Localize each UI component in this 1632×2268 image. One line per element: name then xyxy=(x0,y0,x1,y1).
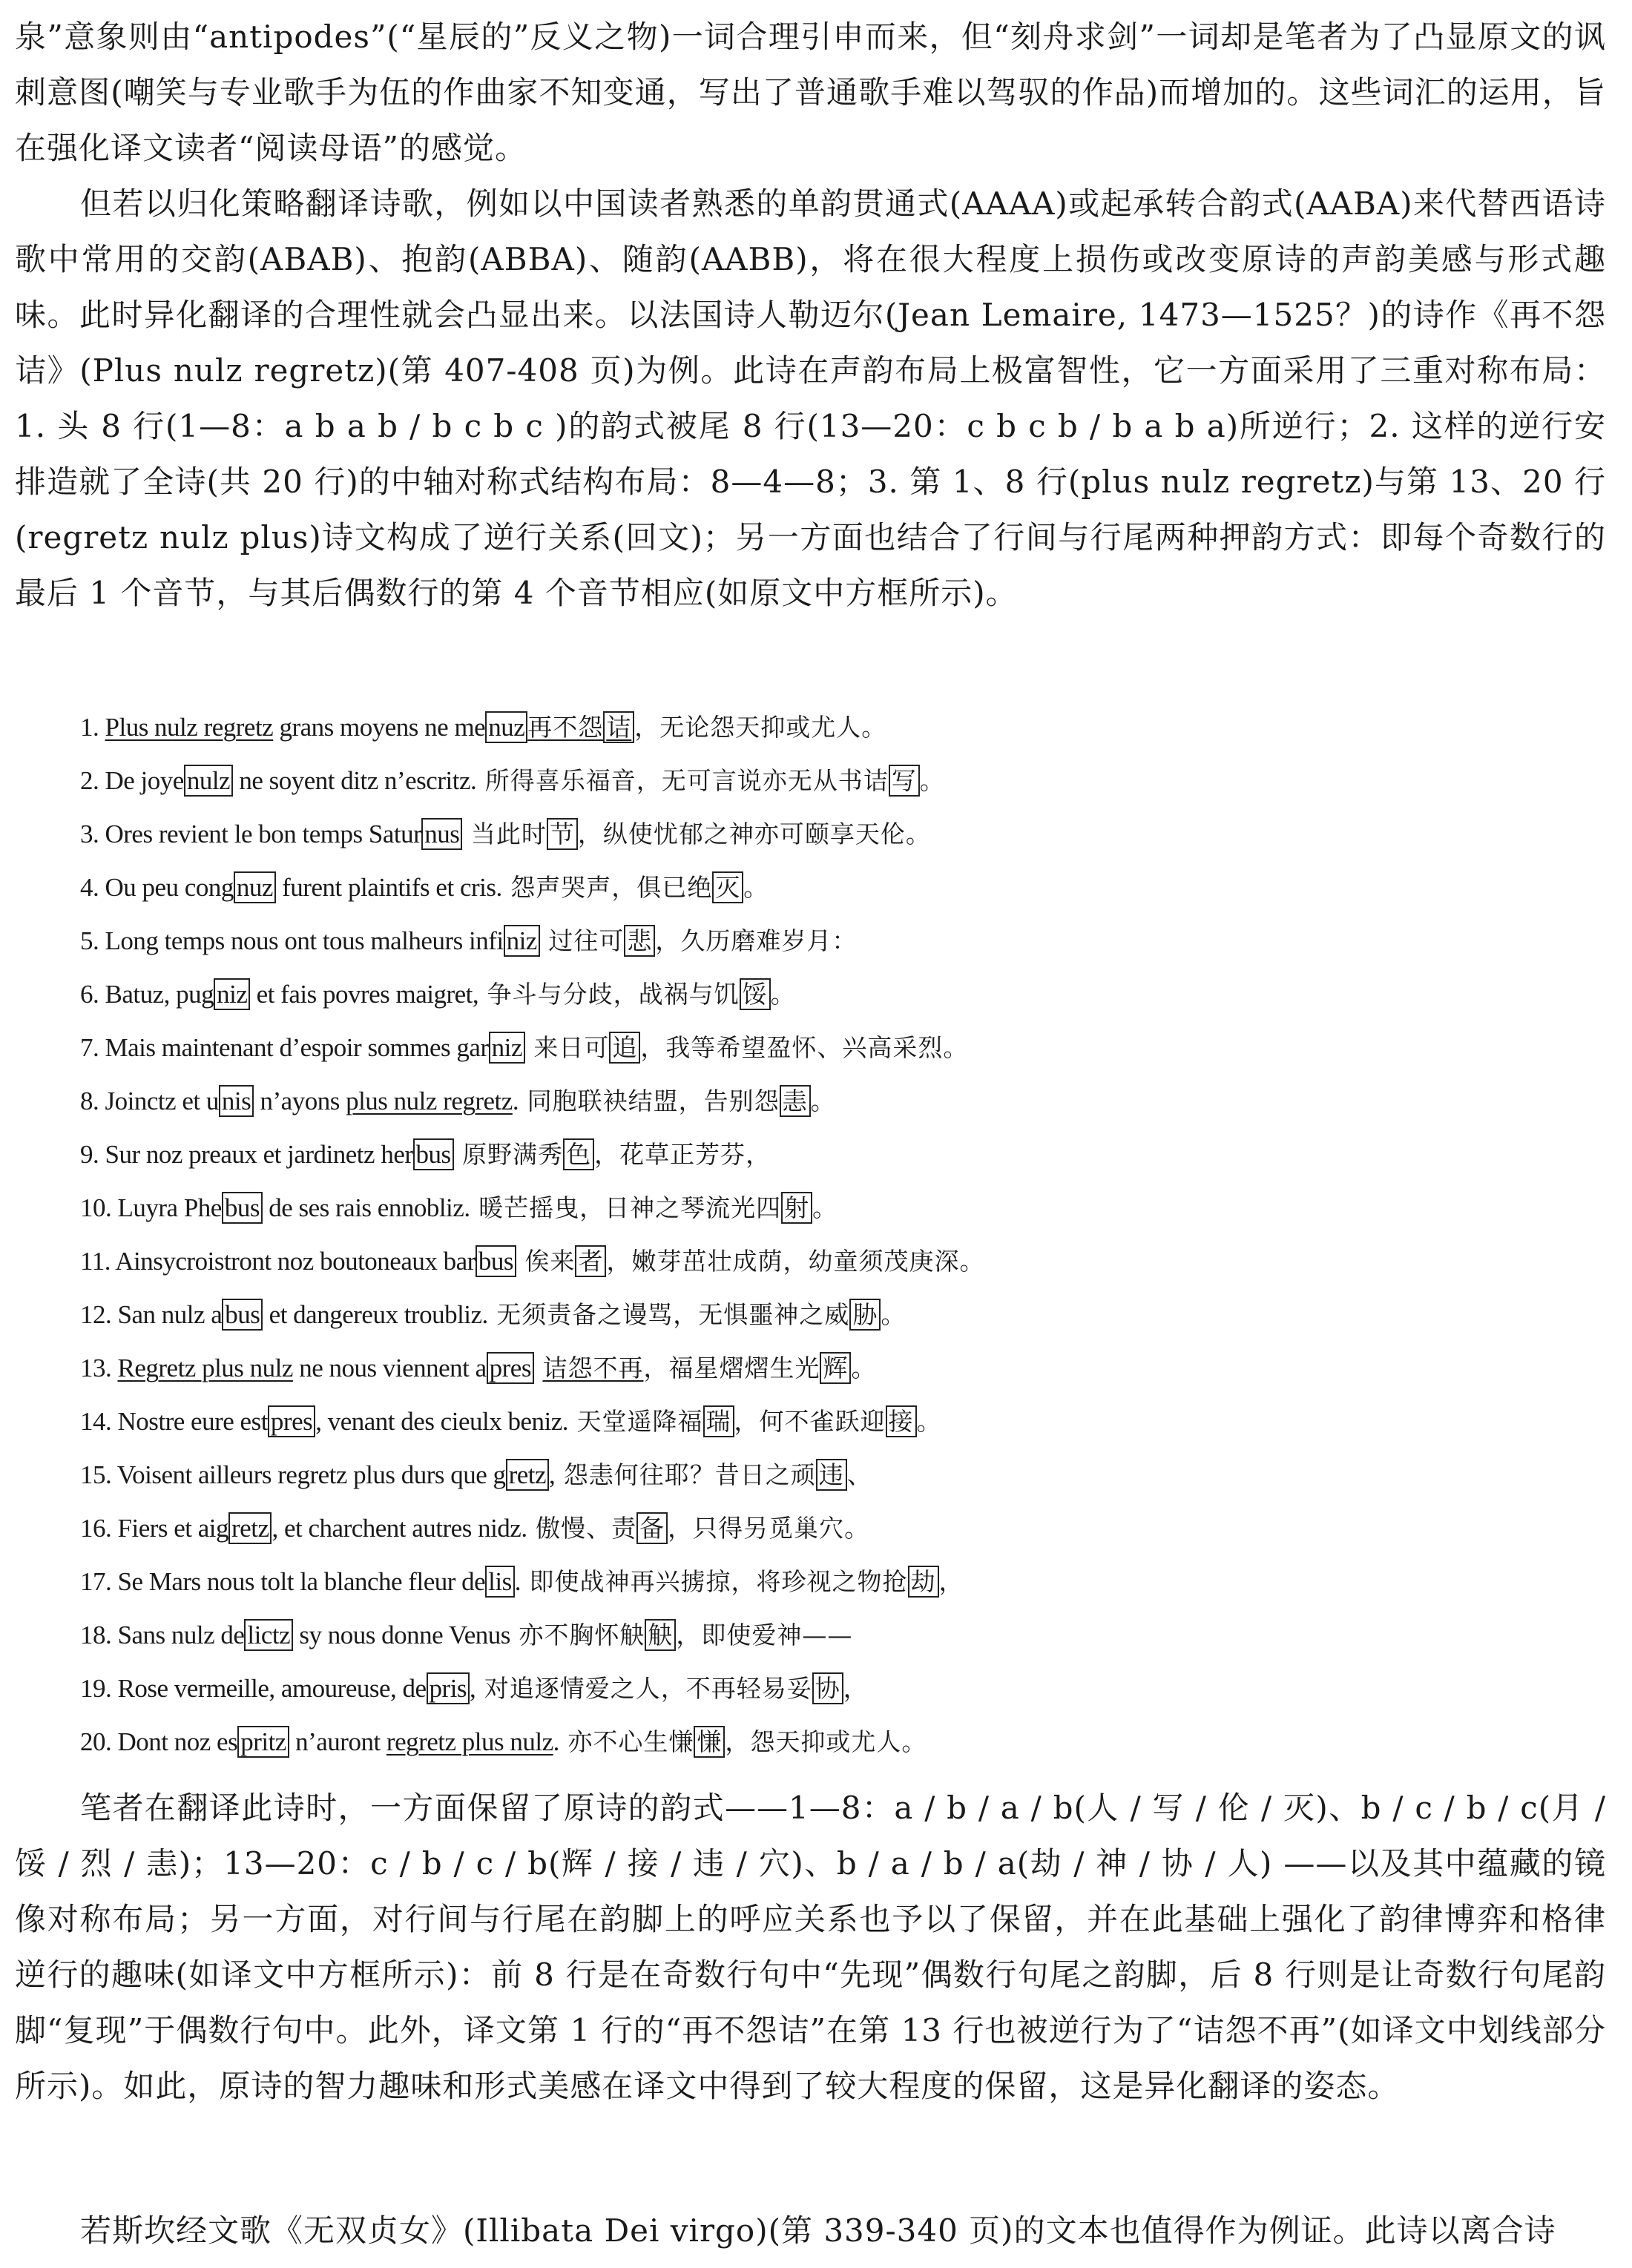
text-segment: 。 xyxy=(916,1407,942,1436)
poem-line-number: 19. xyxy=(80,1674,118,1703)
poem-line-chinese xyxy=(534,1352,877,1384)
text-segment: ，何不雀跃迎 xyxy=(734,1407,886,1436)
text-segment: . xyxy=(512,1087,519,1115)
poem-line xyxy=(80,1715,1608,1769)
text-segment: 原野满秀 xyxy=(453,1140,564,1169)
text-segment: 怨恚何往耶？昔日之顽 xyxy=(555,1460,816,1489)
boxed-rhyme-syllable: nis xyxy=(219,1085,254,1117)
text-segment: ，嫩芽茁壮成荫，幼童须茂庚深。 xyxy=(606,1247,985,1276)
poem-line-number: 15. xyxy=(80,1460,117,1489)
text-segment: ， xyxy=(938,1567,964,1596)
text-segment: furent plaintifs et cris. xyxy=(275,873,502,902)
poem-line-number: 3. xyxy=(80,820,105,848)
text-segment: . xyxy=(514,1567,521,1596)
poem-line xyxy=(80,1502,1608,1555)
text-segment: et fais povres maigret, xyxy=(250,980,479,1009)
boxed-rhyme-syllable: 追 xyxy=(609,1032,640,1064)
poem-line-french xyxy=(118,1512,527,1544)
poem-line-number: 6. xyxy=(80,980,105,1009)
boxed-rhyme-syllable: lictz xyxy=(244,1619,293,1651)
poem-line-number: 18. xyxy=(80,1621,118,1649)
underlined-phrase: plus nulz regretz xyxy=(346,1087,513,1115)
paragraph-intro: 泉”意象则由“antipodes”(“星辰的”反义之物)一词合理引申而来，但“刻舟求剑”一词却是笔者为了凸显原文的讽刺意图(嘲笑与专业歌手为伍的作曲家不知变通，写出了普通歌手难以驾驭的作品)而增加的。这些词汇的运用，旨在强化译文读者“阅读母语”的感觉。 xyxy=(15,19,1606,166)
boxed-rhyme-syllable: 慊 xyxy=(694,1726,725,1758)
poem-line-chinese xyxy=(559,1726,927,1758)
text-segment: Luyra Phe xyxy=(117,1193,222,1222)
poem-line xyxy=(80,701,1608,754)
boxed-rhyme-syllable: 恚 xyxy=(780,1085,811,1117)
boxed-rhyme-syllable: pres xyxy=(268,1405,315,1437)
boxed-rhyme-syllable: bus xyxy=(222,1299,263,1331)
text-segment: Batuz, pug xyxy=(105,980,214,1009)
poem-line-french xyxy=(105,818,463,850)
poem-line-french xyxy=(118,1352,534,1384)
poem-line-french xyxy=(118,1299,488,1331)
poem-line xyxy=(80,1342,1608,1395)
boxed-rhyme-syllable: 接 xyxy=(886,1405,917,1437)
boxed-rhyme-syllable: 馁 xyxy=(740,978,771,1010)
poem-line-french xyxy=(115,1245,516,1277)
boxed-rhyme-syllable: 色 xyxy=(563,1138,594,1170)
text-segment: 即使战神再兴掳掠，将珍视之物抢 xyxy=(521,1567,908,1596)
text-segment: 无须责备之谩骂，无惧噩神之威 xyxy=(487,1300,850,1329)
text-segment: de ses rais ennobliz. xyxy=(262,1193,470,1222)
poem-line-number: 10. xyxy=(80,1193,118,1222)
poem-line xyxy=(80,1021,1608,1075)
text-segment: Se Mars nous tolt la blanche fleur de xyxy=(117,1567,486,1596)
poem-line-chinese xyxy=(568,1405,942,1437)
text-segment: 天堂遥降福 xyxy=(568,1407,703,1436)
poem-line-number: 12. xyxy=(80,1300,118,1329)
text-segment: ，即使爱神—— xyxy=(676,1621,853,1649)
boxed-rhyme-syllable: 诘 xyxy=(603,711,634,743)
text-segment: 。 xyxy=(770,980,796,1009)
boxed-rhyme-syllable: pris xyxy=(427,1672,470,1704)
boxed-rhyme-syllable: 劫 xyxy=(908,1566,939,1598)
text-segment: n’auront xyxy=(289,1727,386,1756)
boxed-rhyme-syllable: 射 xyxy=(781,1192,812,1224)
text-segment: 俟来 xyxy=(516,1247,576,1276)
text-segment: 傲慢、责 xyxy=(527,1514,637,1543)
poem-line-number: 11. xyxy=(80,1247,116,1276)
text-segment: Voisent ailleurs regretz plus durs que g xyxy=(116,1460,506,1489)
poem-line xyxy=(80,1662,1608,1715)
poem-line-number: 16. xyxy=(80,1514,118,1543)
poem-line-french xyxy=(118,1405,569,1437)
text-segment: ，无论怨天抑或尤人。 xyxy=(634,713,887,742)
text-segment: ，久历磨难岁月： xyxy=(655,926,858,955)
boxed-rhyme-syllable: bus xyxy=(222,1192,263,1224)
boxed-rhyme-syllable: 辉 xyxy=(820,1352,851,1384)
poem-line-number: 9. xyxy=(80,1140,105,1169)
poem-line xyxy=(80,1075,1608,1128)
text-segment: San nulz a xyxy=(117,1300,223,1329)
poem-line-chinese xyxy=(516,1245,985,1277)
text-segment: De joye xyxy=(105,766,184,795)
poem-line-number: 14. xyxy=(80,1407,118,1436)
text-segment: Dont noz es xyxy=(117,1727,238,1756)
text-segment: grans moyens ne me xyxy=(273,713,486,742)
poem-line-number: 13. xyxy=(80,1354,118,1382)
text-segment: 同胞联袂结盟，告别怨 xyxy=(519,1087,780,1115)
poem-line xyxy=(80,968,1608,1021)
poem-line-french xyxy=(105,1138,454,1170)
underlined-phrase: regretz plus nulz xyxy=(386,1727,553,1756)
text-segment: 暖芒摇曳，日神之琴流光四 xyxy=(470,1193,782,1222)
poem-line xyxy=(80,914,1608,968)
text-segment: ，纵使忧郁之神亦可颐享天伦。 xyxy=(577,820,931,848)
text-segment: Fiers et aig xyxy=(117,1514,229,1543)
boxed-rhyme-syllable: 瑞 xyxy=(703,1405,734,1437)
text-segment: et dangereux troubliz. xyxy=(263,1300,488,1329)
text-segment: Joinctz et u xyxy=(105,1087,219,1115)
boxed-rhyme-syllable: 节 xyxy=(547,818,578,850)
boxed-rhyme-syllable: 者 xyxy=(575,1245,606,1277)
poem-line-chinese xyxy=(519,1085,836,1117)
text-segment: ，怨天抑或尤人。 xyxy=(725,1727,927,1756)
poem-line-french xyxy=(105,978,479,1010)
poem-line-french xyxy=(105,1085,519,1117)
boxed-rhyme-syllable: 悲 xyxy=(624,925,655,957)
boxed-rhyme-syllable: 灭 xyxy=(712,871,743,903)
poem-line-chinese xyxy=(521,1566,964,1598)
text-segment: ne nous viennent a xyxy=(292,1354,487,1382)
boxed-rhyme-syllable: 写 xyxy=(889,765,920,797)
text-segment: 亦不胸怀觖 xyxy=(510,1621,645,1649)
poem-line-number: 7. xyxy=(80,1033,105,1062)
text-segment: 。 xyxy=(743,873,769,902)
text-segment: Mais maintenant d’espoir sommes gar xyxy=(105,1033,489,1062)
poem-line xyxy=(80,808,1608,861)
text-segment: n’ayons xyxy=(254,1087,346,1115)
boxed-rhyme-syllable: nus xyxy=(421,818,462,850)
boxed-rhyme-syllable: niz xyxy=(504,925,540,957)
text-segment: ne soyent ditz n’escritz. xyxy=(233,766,477,795)
boxed-rhyme-syllable: 胁 xyxy=(849,1299,881,1331)
text-segment: 。 xyxy=(810,1087,836,1115)
poem-line-number: 17. xyxy=(80,1567,118,1596)
text-segment: Long temps nous ont tous malheurs infi xyxy=(105,926,504,955)
poem-line-chinese xyxy=(488,1299,907,1331)
text-segment: Rose vermeille, amoureuse, de xyxy=(117,1674,427,1703)
poem-line-number: 5. xyxy=(80,926,105,955)
text-segment: 。 xyxy=(919,766,945,795)
text-segment: , xyxy=(549,1460,556,1489)
text-segment: ，福星熠熠生光 xyxy=(643,1354,820,1382)
boxed-rhyme-syllable: 备 xyxy=(636,1512,668,1544)
underlined-phrase: Plus nulz regretz xyxy=(105,713,274,742)
text-segment: ，花草正芳芬， xyxy=(594,1140,771,1169)
poem-line xyxy=(80,754,1608,808)
underlined-phrase: 诘怨不再 xyxy=(542,1354,644,1382)
poem-line-french xyxy=(118,1619,510,1651)
poem-line-number: 2. xyxy=(80,766,105,795)
poem-line-french xyxy=(105,1032,525,1064)
poem-line xyxy=(80,1288,1608,1342)
poem-line xyxy=(80,1128,1608,1181)
text-segment: , xyxy=(470,1674,476,1703)
text-segment: 、 xyxy=(846,1460,872,1489)
poem-line-chinese xyxy=(527,1512,870,1544)
boxed-rhyme-syllable: pritz xyxy=(237,1726,289,1758)
poem-line-chinese xyxy=(540,925,858,957)
poem-line-number: 8. xyxy=(80,1087,105,1115)
poem-line-french xyxy=(118,1726,559,1758)
text-segment: ， xyxy=(843,1674,869,1703)
text-segment: 亦不心生慊 xyxy=(559,1727,694,1756)
text-segment: Sans nulz de xyxy=(117,1621,245,1649)
poem-line xyxy=(80,1181,1608,1235)
poem-line-chinese xyxy=(555,1459,872,1491)
poem-line-chinese xyxy=(470,1192,838,1224)
boxed-rhyme-syllable: niz xyxy=(214,978,250,1010)
poem-line-chinese xyxy=(478,978,796,1010)
text-segment: ，只得另觅巢穴。 xyxy=(668,1514,870,1543)
boxed-rhyme-syllable: niz xyxy=(489,1032,525,1064)
text-segment: 当此时 xyxy=(462,820,547,848)
poem-line-chinese xyxy=(510,1619,853,1651)
text-segment: 过往可 xyxy=(539,926,625,955)
paragraph-lemaire-analysis: 但若以归化策略翻译诗歌，例如以中国读者熟悉的单韵贯通式(AAAA)或起承转合韵式(AABA)来代替西语诗歌中常用的交韵(ABAB)、抱韵(ABBA)、随韵(AABB)，将在很大程度上损伤或改变原诗的声韵美感与形式趣味。此时异化翻译的合理性就会凸显出来。以法国诗人勒迈尔(Jean Lemaire, 1473—1525？)的诗作《再不怨诘》(Plus nulz regretz)(第 407-408 页)为例。此诗在声韵布局上极富智性，它一方面采用了三重对称布局：1. 头 8 行(1—8：a b a b / b c b c )的韵式被尾 8 行(13—20：c b c b / b a b a)所逆行；2. 这样的逆行安排造就了全诗(共 20 行)的中轴对称式结构布局：8—4—8；3. 第 1、8 行(plus nulz regretz)与第 13、20 行(regretz nulz plus)诗文构成了逆行关系(回文)；另一方面也结合了行间与行尾两种押韵方式：即每个奇数行的最后 1 个音节，与其后偶数行的第 4 个音节相应(如原文中方框所示)。 xyxy=(15,185,1606,611)
boxed-rhyme-syllable: nuz xyxy=(234,871,276,903)
poem-plus-nulz-regretz xyxy=(80,701,1608,1769)
text-segment: 。 xyxy=(812,1193,838,1222)
poem-line xyxy=(80,1235,1608,1288)
poem-line xyxy=(80,861,1608,914)
boxed-rhyme-syllable: pres xyxy=(487,1352,534,1384)
poem-line-chinese xyxy=(502,871,769,903)
boxed-rhyme-syllable: nuz xyxy=(485,711,527,743)
text-segment: Ou peu cong xyxy=(105,873,234,902)
poem-line-french xyxy=(105,871,502,903)
boxed-rhyme-syllable: retz xyxy=(228,1512,272,1544)
poem-line xyxy=(80,1395,1608,1448)
poem-line-french xyxy=(118,1192,470,1224)
boxed-rhyme-syllable: bus xyxy=(476,1245,516,1277)
poem-line xyxy=(80,1448,1608,1502)
boxed-rhyme-syllable: 违 xyxy=(816,1459,847,1491)
poem-line-french xyxy=(118,1566,521,1598)
text-segment: , venant des cieulx beniz. xyxy=(315,1407,568,1436)
text-segment xyxy=(534,1354,543,1382)
poem-line-french xyxy=(105,765,477,797)
poem-line-french xyxy=(117,1459,555,1491)
text-segment: Sur noz preaux et jardinetz her xyxy=(105,1140,413,1169)
poem-line-chinese xyxy=(527,711,886,743)
boxed-rhyme-syllable: lis xyxy=(485,1566,515,1598)
poem-line-french xyxy=(118,1672,476,1704)
text-segment: 争斗与分歧，战祸与饥 xyxy=(478,980,740,1009)
underlined-phrase: 再不怨 xyxy=(527,713,604,742)
paragraph-translation-notes: 笔者在翻译此诗时，一方面保留了原诗的韵式——1—8：a / b / a / b(人 / 写 / 伦 / 灭)、b / c / b / c(月 / 馁 / 烈 / 恚)；13—20：c / b / c / b(辉 / 接 / 违 / 穴)、b / a / b / a(劫 / 神 / 协 / 人) ——以及其中蕴藏的镜像对称布局；另一方面，对行间与行尾在韵脚上的呼应关系也予以了保留，并在此基础上强化了韵律博弈和格律逆行的趣味(如译文中方框所示)：前 8 行是在奇数行句中“先现”偶数行句尾之韵脚，后 8 行则是让奇数行句尾韵脚“复现”于偶数行句中。此外，译文第 1 行的“再不怨诘”在第 13 行也被逆行为了“诘怨不再”(如译文中划线部分所示)。如此，原诗的智力趣味和形式美感在译文中得到了较大程度的保留，这是异化翻译的姿态。 xyxy=(15,1790,1606,2104)
text-segment: 。 xyxy=(851,1354,877,1382)
poem-line xyxy=(80,1609,1608,1662)
boxed-rhyme-syllable: 觖 xyxy=(645,1619,676,1651)
boxed-rhyme-syllable: 协 xyxy=(812,1672,843,1704)
text-segment: 来日可 xyxy=(524,1033,610,1062)
poem-line xyxy=(80,1555,1608,1609)
poem-line-number: 20. xyxy=(80,1727,118,1756)
poem-line-number: 1. xyxy=(80,713,105,742)
boxed-rhyme-syllable: retz xyxy=(506,1459,549,1491)
poem-line-chinese xyxy=(462,818,931,850)
poem-line-french xyxy=(105,711,528,743)
paragraph-josquin: 若斯坎经文歌《无双贞女》(Illibata Dei virgo)(第 339-340 页)的文本也值得作为例证。此诗以离合诗 xyxy=(80,2212,1556,2249)
poem-line-chinese xyxy=(476,1672,869,1704)
underlined-phrase: Regretz plus nulz xyxy=(117,1354,293,1382)
boxed-rhyme-syllable: nulz xyxy=(184,765,233,797)
text-segment: 所得喜乐福音，无可言说亦无从书诘 xyxy=(476,766,889,795)
text-segment: Nostre eure est xyxy=(117,1407,268,1436)
poem-line-chinese xyxy=(476,765,945,797)
text-segment: 。 xyxy=(881,1300,907,1329)
text-segment: , et charchent autres nidz. xyxy=(272,1514,527,1543)
poem-line-number: 4. xyxy=(80,873,105,902)
text-segment: 怨声哭声，俱已绝 xyxy=(501,873,713,902)
boxed-rhyme-syllable: bus xyxy=(413,1138,454,1170)
text-segment: ，我等希望盈怀、兴高采烈。 xyxy=(640,1033,969,1062)
poem-line-chinese xyxy=(525,1032,969,1064)
text-segment: . xyxy=(553,1727,559,1756)
poem-line-french xyxy=(105,925,540,957)
text-segment: sy nous donne Venus xyxy=(293,1621,510,1649)
text-segment: 对追逐情爱之人，不再轻易妥 xyxy=(476,1674,812,1703)
text-segment: Ainsycroistront noz boutoneaux bar xyxy=(115,1247,476,1276)
poem-line-chinese xyxy=(454,1138,771,1170)
text-segment: Ores revient le bon temps Satur xyxy=(105,820,422,848)
